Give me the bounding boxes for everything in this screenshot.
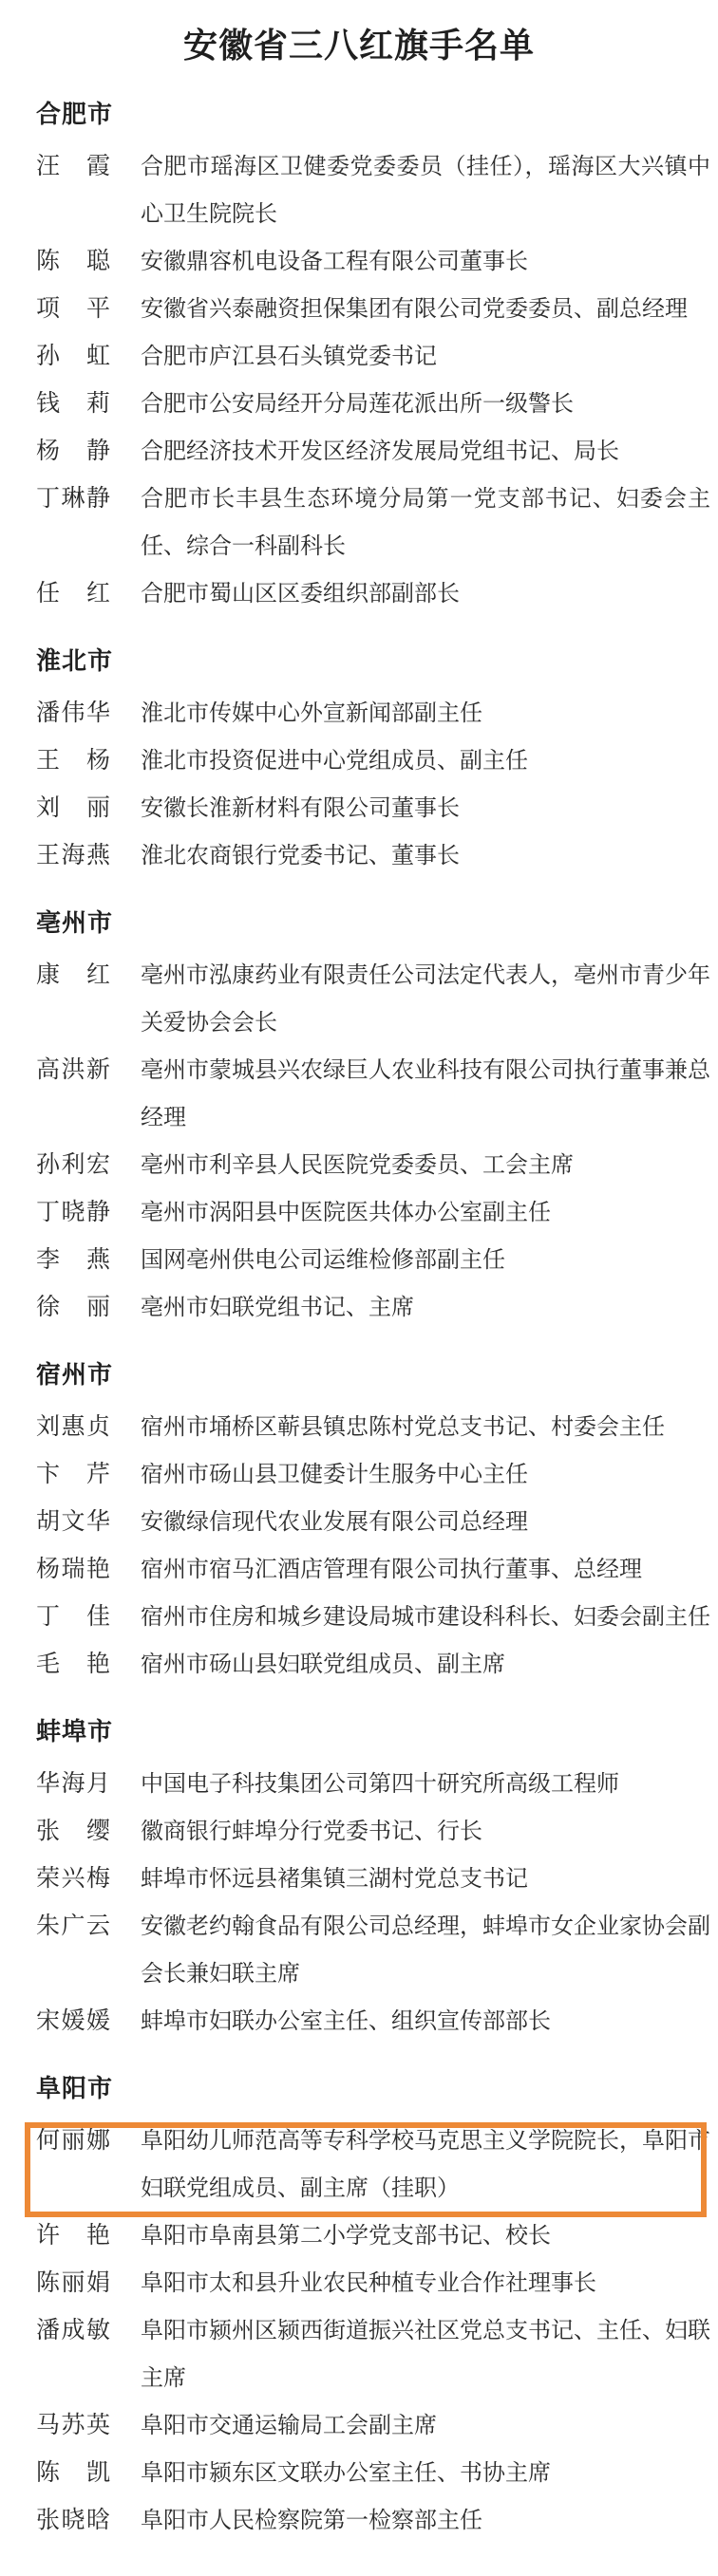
person-title: 阜阳市交通运输局工会副主席 bbox=[141, 2412, 437, 2438]
city-section bbox=[0, 638, 718, 879]
person-name: 孙虹 bbox=[36, 342, 110, 369]
person-name: 潘成敏 bbox=[36, 2316, 110, 2343]
person-row bbox=[0, 737, 718, 784]
person-title: 安徽长淮新材料有限公司董事长 bbox=[141, 794, 460, 821]
person-title: 合肥市蜀山区区委组织部副部长 bbox=[141, 580, 460, 607]
person-title: 亳州市利辛县人民医院党委委员、工会主席 bbox=[141, 1151, 574, 1178]
person-row bbox=[0, 1997, 718, 2044]
person-row bbox=[0, 784, 718, 831]
person-row bbox=[0, 142, 718, 237]
person-name: 任红 bbox=[36, 579, 110, 607]
person-row bbox=[0, 1188, 718, 1236]
person-name: 宋媛媛 bbox=[36, 2007, 110, 2034]
page-title: 安徽省三八红旗手名单 bbox=[182, 26, 535, 65]
person-name: 杨静 bbox=[36, 437, 110, 464]
person-row-highlighted bbox=[0, 2117, 718, 2212]
person-name: 刘丽 bbox=[36, 793, 110, 821]
person-row bbox=[0, 2449, 718, 2496]
city-section bbox=[0, 900, 718, 1331]
person-title: 淮北市投资促进中心党组成员、副主任 bbox=[141, 747, 528, 774]
person-name: 胡文华 bbox=[36, 1507, 110, 1535]
person-row bbox=[0, 951, 718, 1046]
person-name: 李燕 bbox=[36, 1245, 110, 1273]
person-row bbox=[0, 380, 718, 427]
city-section bbox=[0, 2065, 718, 2544]
section-city-header: 阜阳市 bbox=[36, 2075, 114, 2103]
person-name: 徐丽 bbox=[36, 1293, 110, 1320]
person-name: 潘伟华 bbox=[36, 699, 110, 726]
person-row bbox=[0, 1807, 718, 1855]
person-name: 项平 bbox=[36, 294, 110, 322]
person-title: 阜阳市太和县升业农民种植专业合作社理事长 bbox=[141, 2269, 596, 2296]
city-section bbox=[0, 1708, 718, 2044]
person-name: 康红 bbox=[36, 961, 110, 988]
person-row bbox=[0, 1450, 718, 1498]
person-title: 淮北农商银行党委书记、董事长 bbox=[141, 842, 460, 868]
person-title: 安徽老约翰食品有限公司总经理，蚌埠市女企业家协会副会长兼妇联主席 bbox=[141, 1913, 710, 1987]
person-title: 国网亳州供电公司运维检修部副主任 bbox=[141, 1246, 505, 1273]
person-row bbox=[0, 831, 718, 879]
person-name: 杨瑞艳 bbox=[36, 1555, 110, 1582]
section-city-header: 淮北市 bbox=[36, 647, 114, 676]
person-name: 马苏英 bbox=[36, 2411, 110, 2438]
section-city-header: 亳州市 bbox=[36, 909, 114, 938]
person-row bbox=[0, 2212, 718, 2259]
person-name: 荣兴梅 bbox=[36, 1864, 110, 1892]
person-row bbox=[0, 475, 718, 569]
person-name: 丁晓静 bbox=[36, 1198, 110, 1225]
person-name: 华海月 bbox=[36, 1769, 110, 1797]
person-title: 宿州市埇桥区蕲县镇忠陈村党总支书记、村委会主任 bbox=[141, 1413, 665, 1440]
person-title: 淮北市传媒中心外宣新闻部副主任 bbox=[141, 700, 482, 726]
person-row bbox=[0, 427, 718, 475]
person-row bbox=[0, 689, 718, 737]
person-row bbox=[0, 1760, 718, 1807]
person-title: 亳州市涡阳县中医院医共体办公室副主任 bbox=[141, 1199, 551, 1225]
person-title: 蚌埠市怀远县褚集镇三湖村党总支书记 bbox=[141, 1865, 528, 1892]
person-row bbox=[0, 1283, 718, 1331]
section-city-header: 合肥市 bbox=[36, 101, 114, 129]
person-title: 安徽鼎容机电设备工程有限公司董事长 bbox=[141, 248, 528, 274]
person-title: 安徽绿信现代农业发展有限公司总经理 bbox=[141, 1508, 528, 1535]
person-row bbox=[0, 2401, 718, 2449]
city-section bbox=[0, 1352, 718, 1688]
person-name: 朱广云 bbox=[36, 1912, 110, 1939]
sections-container bbox=[0, 91, 718, 2544]
person-title: 亳州市妇联党组书记、主席 bbox=[141, 1294, 414, 1320]
person-name: 王杨 bbox=[36, 746, 110, 774]
person-name: 孙利宏 bbox=[36, 1150, 110, 1178]
person-name: 陈凯 bbox=[36, 2458, 110, 2486]
city-section bbox=[0, 91, 718, 617]
person-row bbox=[0, 569, 718, 617]
person-name: 陈聪 bbox=[36, 247, 110, 274]
person-name: 卞芹 bbox=[36, 1460, 110, 1487]
person-title: 宿州市宿马汇酒店管理有限公司执行董事、总经理 bbox=[141, 1556, 642, 1582]
person-title: 合肥经济技术开发区经济发展局党组书记、局长 bbox=[141, 438, 619, 464]
person-title: 亳州市蒙城县兴农绿巨人农业科技有限公司执行董事兼总经理 bbox=[141, 1056, 710, 1130]
person-row bbox=[0, 1236, 718, 1283]
section-city-header: 宿州市 bbox=[36, 1361, 114, 1390]
person-row bbox=[0, 1902, 718, 1997]
person-title: 宿州市住房和城乡建设局城市建设科科长、妇委会副主任 bbox=[141, 1603, 710, 1630]
person-row bbox=[0, 285, 718, 332]
person-name: 汪霞 bbox=[36, 152, 110, 179]
person-title: 阜阳幼儿师范高等专科学校马克思主义学院院长，阜阳市妇联党组成员、副主席（挂职） bbox=[141, 2127, 710, 2201]
person-row bbox=[0, 2306, 718, 2401]
person-title: 阜阳市颍东区文联办公室主任、书协主席 bbox=[141, 2459, 551, 2486]
person-title: 合肥市公安局经开分局莲花派出所一级警长 bbox=[141, 390, 574, 417]
person-name: 丁佳 bbox=[36, 1602, 110, 1630]
person-row bbox=[0, 332, 718, 380]
person-name: 钱莉 bbox=[36, 389, 110, 417]
person-title: 阜阳市颍州区颍西街道振兴社区党总支书记、主任、妇联主席 bbox=[141, 2317, 710, 2391]
person-name: 张晓晗 bbox=[36, 2506, 110, 2533]
person-title: 阜阳市人民检察院第一检察部主任 bbox=[141, 2507, 482, 2533]
person-row bbox=[0, 2259, 718, 2306]
person-title: 蚌埠市妇联办公室主任、组织宣传部部长 bbox=[141, 2007, 551, 2034]
person-row bbox=[0, 1141, 718, 1188]
person-row bbox=[0, 1593, 718, 1640]
person-name: 刘惠贞 bbox=[36, 1412, 110, 1440]
person-name: 许艳 bbox=[36, 2221, 110, 2249]
person-row bbox=[0, 1498, 718, 1545]
person-name: 张缨 bbox=[36, 1817, 110, 1844]
person-row bbox=[0, 2496, 718, 2544]
person-name: 陈丽娟 bbox=[36, 2268, 110, 2296]
person-title: 亳州市泓康药业有限责任公司法定代表人，亳州市青少年关爱协会会长 bbox=[141, 961, 710, 1036]
person-name: 何丽娜 bbox=[36, 2126, 110, 2154]
person-title: 宿州市砀山县妇联党组成员、副主席 bbox=[141, 1651, 505, 1677]
person-row bbox=[0, 1640, 718, 1688]
person-row bbox=[0, 1046, 718, 1141]
person-title: 徽商银行蚌埠分行党委书记、行长 bbox=[141, 1818, 482, 1844]
person-title: 合肥市长丰县生态环境分局第一党支部书记、妇委会主任、综合一科副科长 bbox=[141, 485, 710, 559]
person-name: 王海燕 bbox=[36, 841, 110, 868]
person-name: 丁琳静 bbox=[36, 484, 110, 512]
person-row bbox=[0, 1403, 718, 1450]
person-title: 合肥市庐江县石头镇党委书记 bbox=[141, 343, 437, 369]
person-row bbox=[0, 237, 718, 285]
person-row bbox=[0, 1855, 718, 1902]
person-title: 阜阳市阜南县第二小学党支部书记、校长 bbox=[141, 2222, 551, 2249]
section-city-header: 蚌埠市 bbox=[36, 1718, 114, 1746]
person-title: 宿州市砀山县卫健委计生服务中心主任 bbox=[141, 1461, 528, 1487]
person-name: 高洪新 bbox=[36, 1055, 110, 1083]
person-title: 中国电子科技集团公司第四十研究所高级工程师 bbox=[141, 1770, 619, 1797]
person-title: 安徽省兴泰融资担保集团有限公司党委委员、副总经理 bbox=[141, 295, 688, 322]
person-title: 合肥市瑶海区卫健委党委委员（挂任），瑶海区大兴镇中心卫生院院长 bbox=[141, 153, 710, 227]
person-name: 毛艳 bbox=[36, 1650, 110, 1677]
person-row bbox=[0, 1545, 718, 1593]
